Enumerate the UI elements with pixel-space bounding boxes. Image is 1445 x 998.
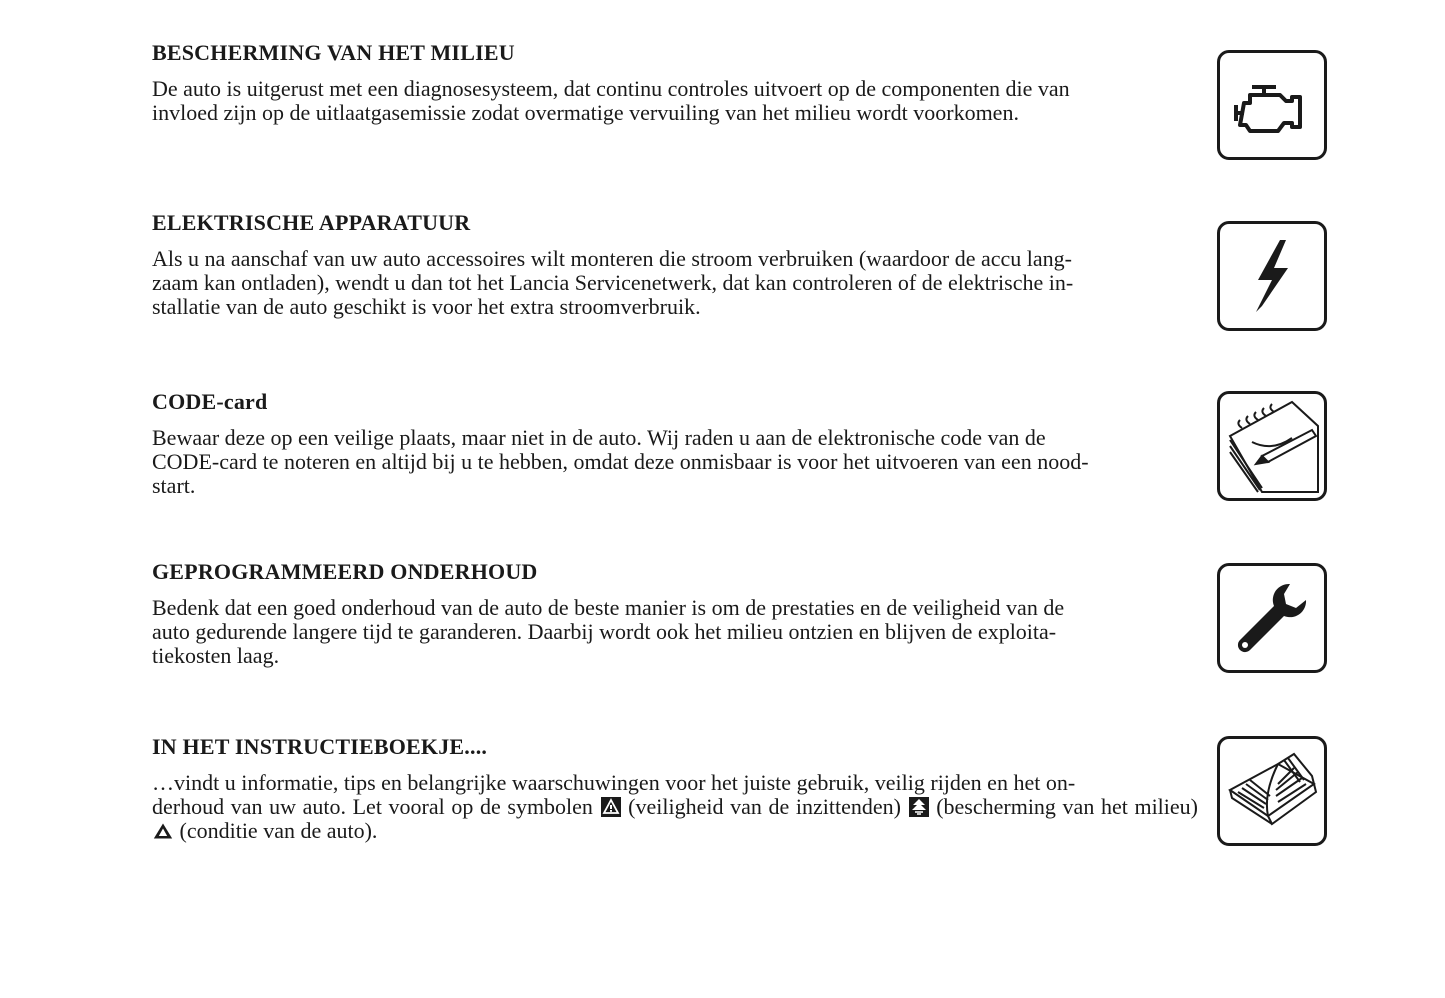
body-line-part: het milieu)	[1100, 794, 1198, 819]
car-condition-triangle-icon	[153, 821, 173, 841]
body-line: Als u na aanschaf van uw auto accessoires wilt monteren die stroom verbruiken (waardoor de accu lang-	[152, 246, 1072, 271]
body-line: invloed zijn op de uitlaatgasemissie zodat overmatige vervuiling van het milieu wordt voorkomen.	[152, 100, 1019, 125]
warning-triangle-icon	[601, 797, 621, 817]
section-code-card	[152, 389, 1198, 498]
body-line: Bedenk dat een goed onderhoud van de auto de beste manier is om de prestaties en de veiligheid van de	[152, 595, 1065, 620]
body-line-part: (conditie van de auto).	[174, 818, 378, 843]
body-line: auto gedurende langere tijd te garanderen. Daarbij wordt ook het milieu ontzien en blijven de exploita-	[152, 619, 1057, 644]
body-line: stallatie van de auto geschikt is voor het extra stroomverbruik.	[152, 294, 701, 319]
section-heading: BESCHERMING VAN HET MILIEU	[152, 40, 515, 65]
section-body	[152, 77, 1198, 125]
notebook-pencil-icon	[1217, 391, 1327, 501]
body-line-part: derhoud van uw auto. Let vooral op de symbolen	[152, 794, 600, 819]
open-book-icon	[1217, 736, 1327, 846]
section-body	[152, 426, 1198, 498]
body-line: De auto is uitgerust met een diagnosesysteem, dat continu controles uitvoert op de componenten die van	[152, 76, 1070, 101]
body-line: …vindt u informatie, tips en belangrijke waarschuwingen voor het juiste gebruik, veilig rijden en het on-	[152, 770, 1076, 795]
body-line: Bewaar deze op een veilige plaats, maar niet in de auto. Wij raden u aan de elektronische code van de	[152, 425, 1046, 450]
section-maintenance	[152, 559, 1198, 668]
body-line: start.	[152, 473, 196, 498]
section-body	[152, 247, 1198, 319]
section-heading: GEPROGRAMMEERD ONDERHOUD	[152, 559, 538, 584]
section-heading: ELEKTRISCHE APPARATUUR	[152, 210, 471, 235]
lightning-icon	[1217, 221, 1327, 331]
body-line: zaam kan ontladen), wendt u dan tot het Lancia Servicenetwerk, dat kan controleren of de elektrische in-	[152, 270, 1074, 295]
wrench-icon	[1217, 563, 1327, 673]
section-body	[152, 771, 1198, 843]
engine-icon	[1217, 50, 1327, 160]
section-heading: IN HET INSTRUCTIEBOEKJE....	[152, 734, 488, 759]
body-line: tiekosten laag.	[152, 643, 280, 668]
section-body	[152, 596, 1198, 668]
section-environment	[152, 40, 1198, 125]
body-line-part: (veiligheid van de inzittenden)	[621, 794, 908, 819]
environment-tree-icon	[909, 797, 929, 817]
section-instruction-booklet	[152, 734, 1198, 843]
section-heading: CODE-card	[152, 389, 268, 414]
section-electrical	[152, 210, 1198, 319]
body-line: CODE-card te noteren en altijd bij u te hebben, omdat deze onmisbaar is voor het uitvoeren van een nood-	[152, 449, 1089, 474]
body-line-part: (bescherming van	[929, 794, 1095, 819]
